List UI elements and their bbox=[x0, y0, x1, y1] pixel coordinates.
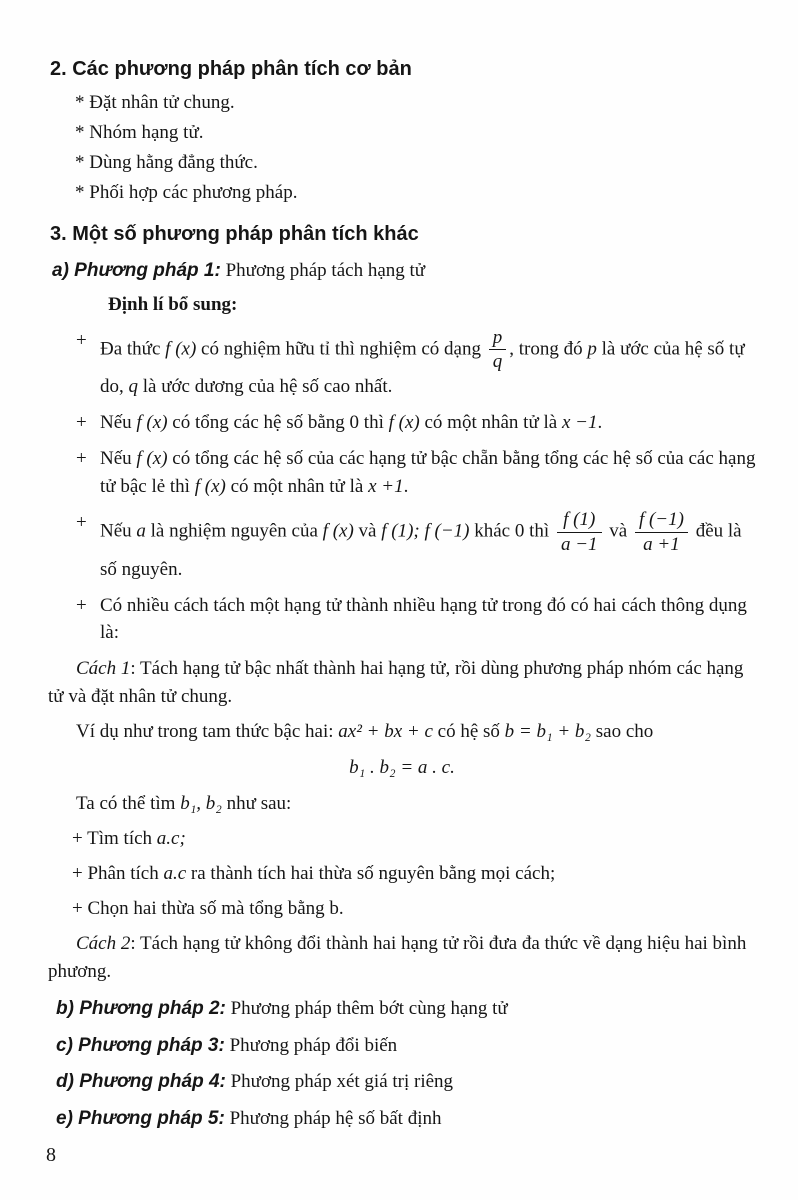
step-factor-product bbox=[72, 860, 756, 888]
rule-rational-root bbox=[48, 327, 756, 402]
text: . bbox=[403, 475, 409, 497]
text: đều là số nguyên. bbox=[100, 520, 742, 580]
fraction-denominator: q bbox=[492, 351, 503, 373]
method-5-text: Phương pháp hệ số bất định bbox=[224, 1108, 442, 1130]
text: như sau: bbox=[221, 793, 292, 815]
math-ac: a.c; bbox=[156, 827, 186, 849]
math-fx: f (x) bbox=[388, 412, 420, 434]
method-5-line bbox=[56, 1105, 756, 1133]
fraction-numerator: f (1) bbox=[557, 509, 602, 533]
math-p: p bbox=[587, 338, 597, 360]
text: là ước của hệ số tự do, bbox=[100, 338, 745, 398]
math-a: a bbox=[136, 520, 146, 542]
math-fx: f (x) bbox=[322, 520, 354, 542]
math-fx: f (x) bbox=[136, 412, 168, 434]
method-4-text: Phương pháp xét giá trị riêng bbox=[225, 1071, 454, 1093]
list-item: * Phối hợp các phương pháp. bbox=[75, 181, 298, 203]
list-item: * Nhóm hạng tử. bbox=[75, 121, 204, 143]
text: ra thành tích hai thừa số nguyên bằng mọi cách; bbox=[186, 862, 556, 884]
text: và bbox=[604, 520, 632, 542]
plus-marker: + bbox=[76, 329, 87, 351]
text: + Phân tích bbox=[72, 862, 164, 884]
rule-sum-zero bbox=[48, 409, 756, 437]
method-3-label: c) Phương pháp 3: bbox=[56, 1034, 225, 1056]
method-4-line bbox=[56, 1068, 756, 1096]
fraction-denominator: a −1 bbox=[560, 533, 598, 555]
method-1-line bbox=[52, 257, 756, 285]
text: . bbox=[597, 412, 603, 434]
text: có tổng các hệ số của các hạng tử bậc chẵn bằng tổng các hệ số của các hạng tử bậc lẻ thì bbox=[100, 448, 756, 497]
math-quadratic: ax² + bx + c bbox=[338, 721, 433, 743]
cach2-paragraph bbox=[48, 930, 756, 986]
text: Có nhiều cách tách một hạng tử thành nhiều hạng tử trong đó có hai cách thông dụng là: bbox=[100, 594, 747, 644]
plus-marker: + bbox=[76, 412, 87, 434]
step-find-product bbox=[72, 825, 756, 853]
math-fx: f (x) bbox=[194, 475, 226, 497]
text: có một nhân tử là bbox=[225, 475, 369, 497]
text: sao cho bbox=[591, 721, 654, 743]
rule-splitting-ways bbox=[48, 592, 756, 648]
rule-integer-root bbox=[48, 509, 756, 584]
section3-heading: 3. Một số phương pháp phân tích khác bbox=[50, 222, 419, 245]
math-q: q bbox=[128, 376, 138, 398]
centered-formula: b₁ . b₂ = a . c. bbox=[349, 757, 455, 779]
list-item: * Đặt nhân tử chung. bbox=[75, 92, 235, 113]
plus-marker: + bbox=[76, 511, 87, 533]
plus-marker: + bbox=[76, 594, 87, 616]
cach1-paragraph bbox=[48, 655, 756, 711]
method-3-text: Phương pháp đổi biến bbox=[224, 1034, 398, 1056]
text: Ta có thể tìm bbox=[76, 793, 181, 815]
method-2-text: Phương pháp thêm bớt cùng hạng tử bbox=[225, 997, 508, 1019]
fraction-p-over-q bbox=[489, 327, 507, 374]
text: là ước dương của hệ số cao nhất. bbox=[138, 376, 393, 398]
method-1-label: a) Phương pháp 1: bbox=[52, 259, 221, 281]
text: , trong đó bbox=[509, 338, 588, 360]
text: + Tìm tích bbox=[72, 827, 157, 849]
text: + Chọn hai thừa số mà tổng bằng b. bbox=[72, 897, 344, 919]
text: : Tách hạng tử không đổi thành hai hạng tử rồi đưa đa thức về dạng hiệu hai bình phương. bbox=[48, 932, 747, 982]
text: là nghiệm nguyên của bbox=[145, 520, 323, 542]
cach1-label: Cách 1 bbox=[76, 658, 131, 680]
text: Đa thức bbox=[100, 338, 166, 360]
text: và bbox=[353, 520, 382, 542]
math-x-minus-1: x −1 bbox=[561, 412, 598, 434]
find-b-paragraph bbox=[48, 790, 756, 818]
math-b1-b2: b₁, b₂ bbox=[180, 793, 222, 815]
method-5-label: e) Phương pháp 5: bbox=[56, 1108, 225, 1130]
text: Ví dụ như trong tam thức bậc hai: bbox=[76, 721, 339, 743]
theorem-heading: Định lí bổ sung: bbox=[108, 293, 238, 315]
text: khác 0 thì bbox=[469, 520, 554, 542]
text: có một nhân tử là bbox=[419, 412, 562, 434]
text: có tổng các hệ số bằng 0 thì bbox=[167, 412, 389, 434]
fraction-denominator: a +1 bbox=[643, 533, 680, 555]
list-item: * Dùng hằng đẳng thức. bbox=[75, 151, 258, 173]
text: Nếu bbox=[100, 448, 137, 470]
page-number: 8 bbox=[46, 1143, 56, 1166]
rule-even-odd bbox=[48, 445, 756, 501]
text: có hệ số bbox=[432, 721, 505, 743]
fraction-fneg1-over-a-plus-1 bbox=[635, 509, 688, 556]
math-ac: a.c bbox=[163, 862, 187, 884]
fraction-f1-over-a-minus-1 bbox=[557, 509, 602, 556]
fraction-numerator: p bbox=[489, 327, 507, 351]
section2-heading: 2. Các phương pháp phân tích cơ bản bbox=[50, 58, 412, 80]
basic-methods-list bbox=[48, 89, 756, 207]
fraction-numerator: f (−1) bbox=[635, 509, 688, 533]
method-2-label: b) Phương pháp 2: bbox=[56, 997, 226, 1019]
method-4-label: d) Phương pháp 4: bbox=[56, 1071, 226, 1093]
method-3-line bbox=[56, 1032, 756, 1060]
text: : Tách hạng tử bậc nhất thành hai hạng tử, rồi dùng phương pháp nhóm các hạng tử và đặt nhân tử chung. bbox=[48, 658, 744, 708]
text: Nếu bbox=[100, 412, 137, 434]
text: Nếu bbox=[100, 520, 137, 542]
text: có nghiệm hữu tỉ thì nghiệm có dạng bbox=[196, 338, 486, 360]
method-2-line bbox=[56, 995, 756, 1023]
math-x-plus-1: x +1 bbox=[368, 475, 404, 497]
math-fx: f (x) bbox=[136, 448, 168, 470]
method-1-text: Phương pháp tách hạng tử bbox=[220, 259, 426, 281]
plus-marker: + bbox=[76, 448, 87, 470]
math-f1-fneg1: f (1); f (−1) bbox=[381, 520, 470, 542]
math-b-sum: b = b₁ + b₂ bbox=[504, 721, 592, 743]
step-choose-factors bbox=[72, 895, 756, 923]
cach2-label: Cách 2 bbox=[76, 932, 131, 954]
example-paragraph bbox=[48, 718, 756, 746]
math-fx: f (x) bbox=[165, 338, 197, 360]
